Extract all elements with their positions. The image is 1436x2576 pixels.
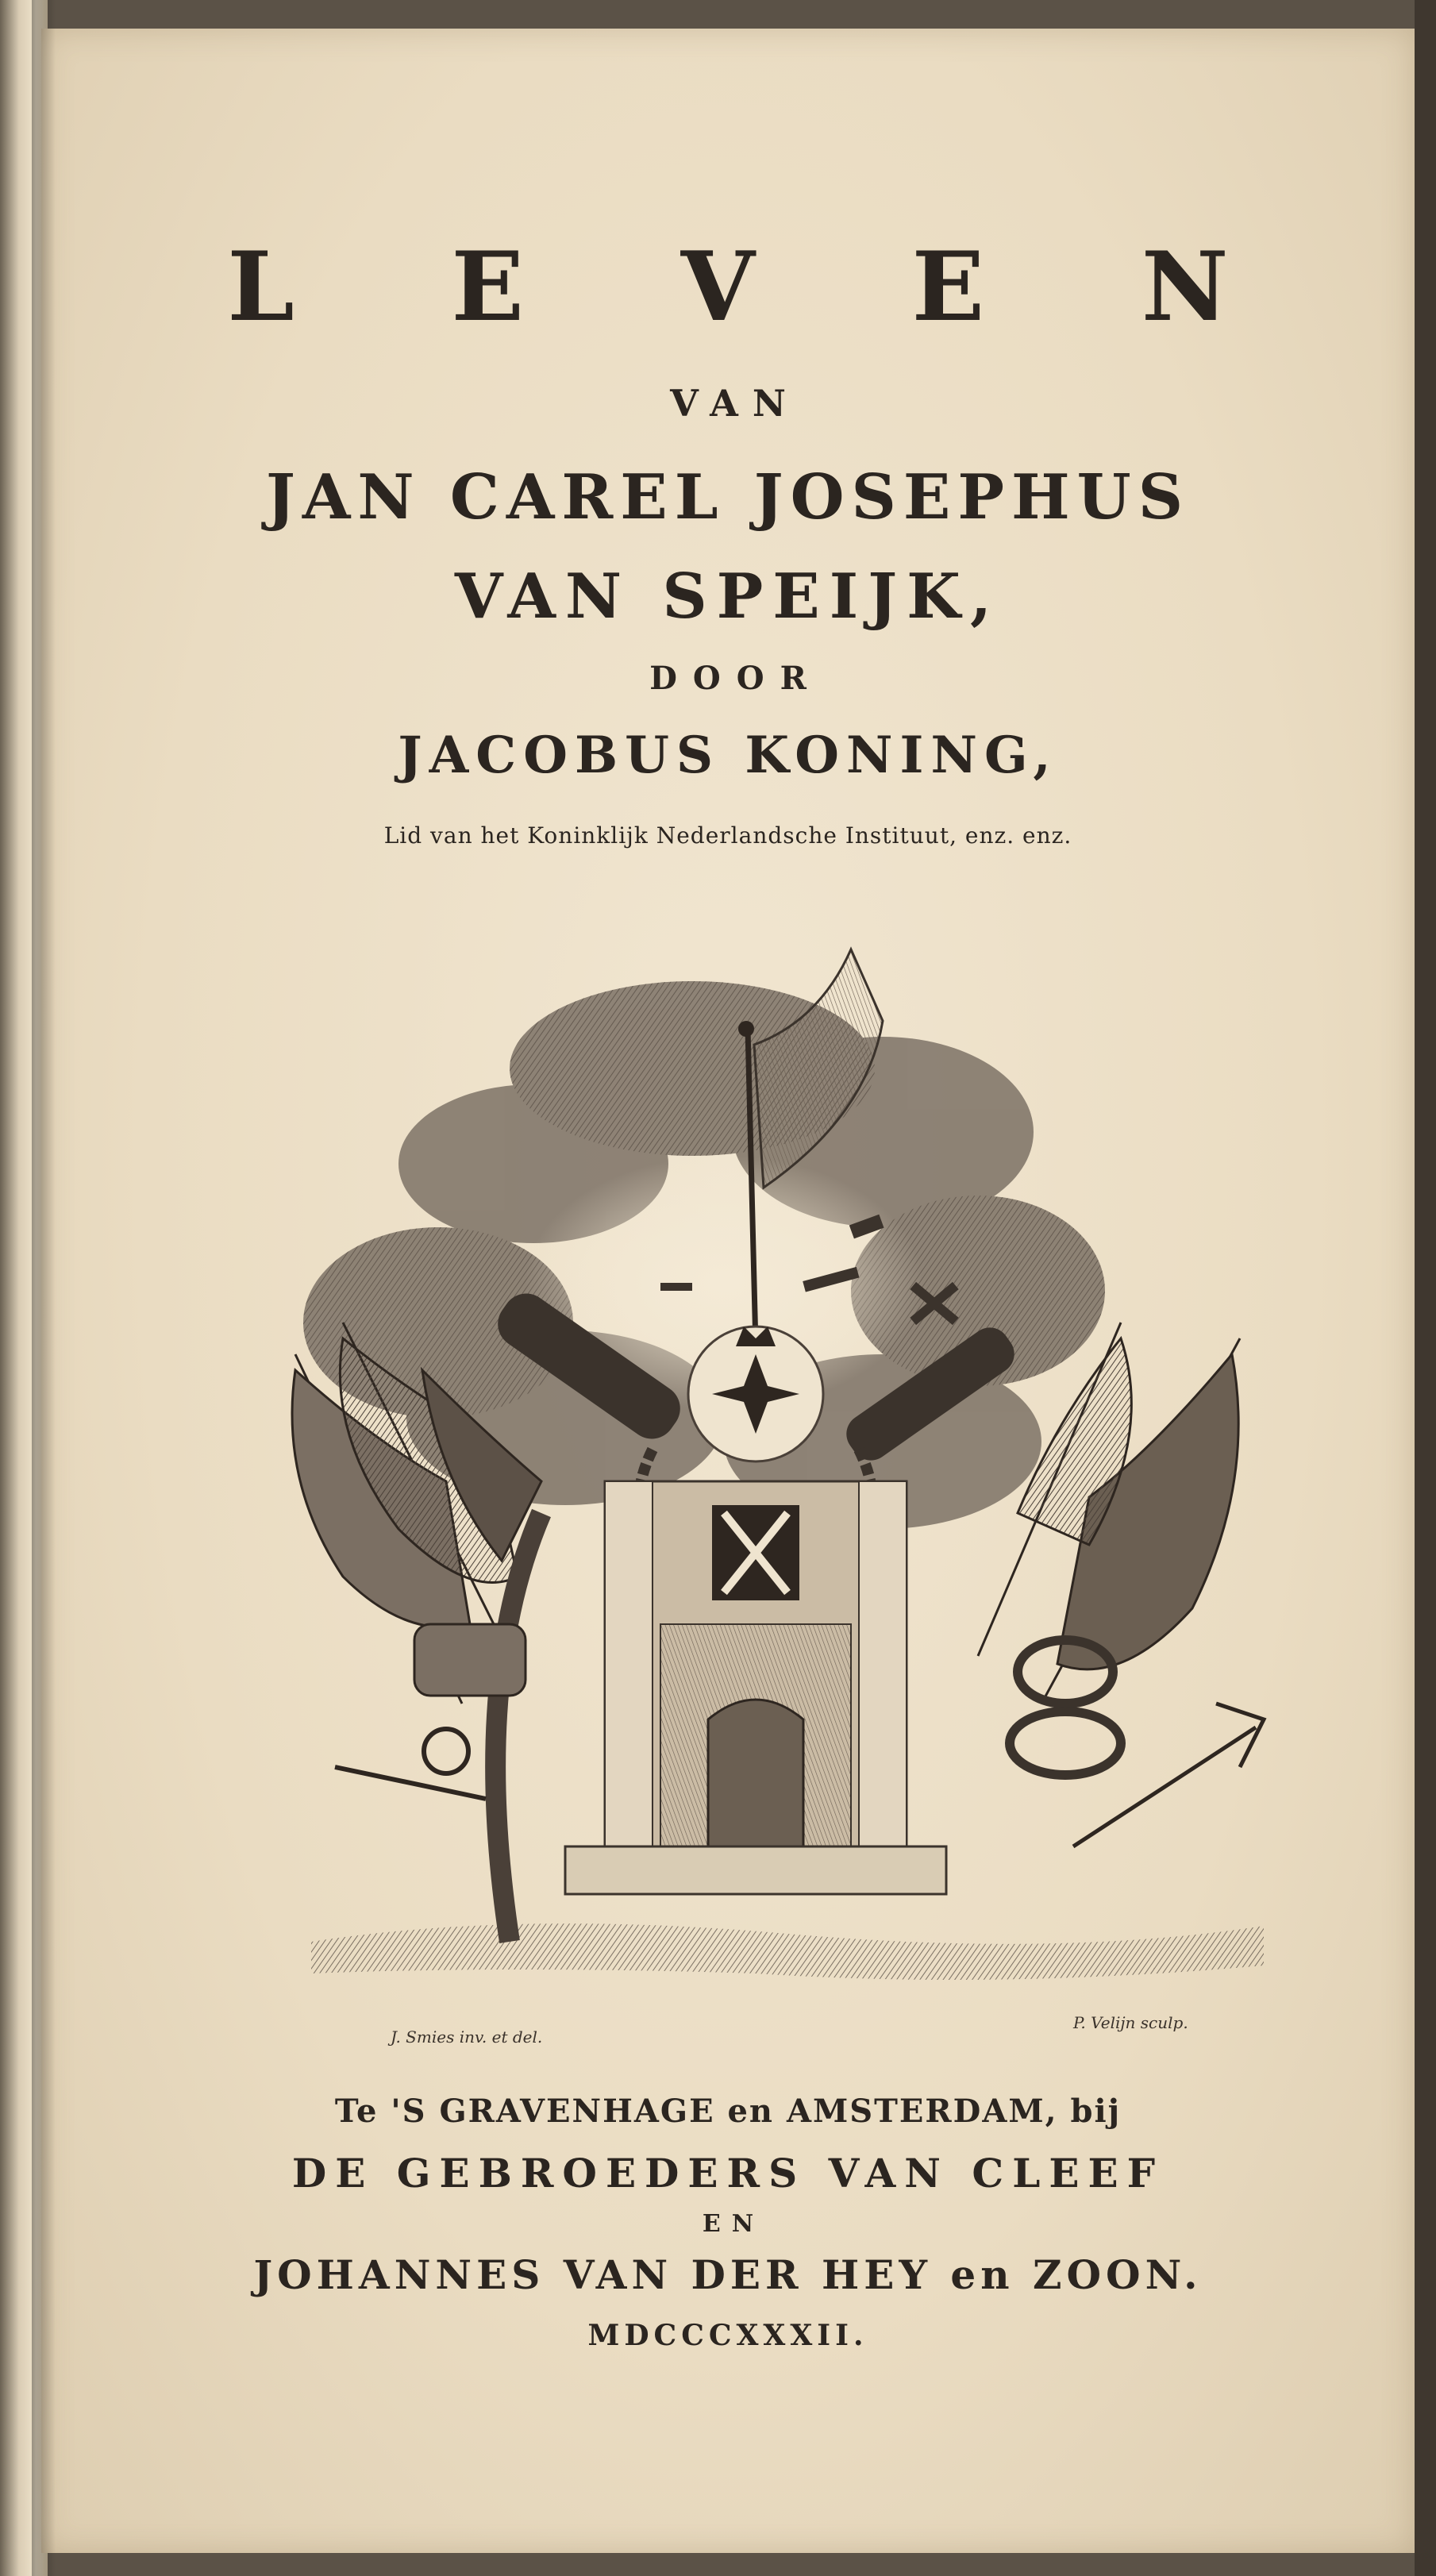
subject-name-line-2: VAN SPEIJK, bbox=[454, 560, 1002, 633]
inventor-credit: J. Smies inv. et del. bbox=[391, 2027, 543, 2047]
author-name: JACOBUS KONING, bbox=[398, 726, 1058, 785]
author-affiliation: Lid van het Koninklijk Nederlandsche Instituut, enz. enz. bbox=[383, 822, 1072, 849]
anchor-icon bbox=[335, 1729, 486, 1799]
imprint-publisher-2: JOHANNES VAN DER HEY en ZOON. bbox=[253, 2251, 1203, 2298]
ground bbox=[311, 1923, 1264, 1980]
imprint-conjunction: EN bbox=[702, 2210, 765, 2238]
frontispiece-engraving bbox=[279, 926, 1295, 2053]
title-connector-van: VAN bbox=[670, 382, 800, 425]
monument-door bbox=[708, 1700, 803, 1846]
monument-base bbox=[565, 1846, 946, 1894]
subject-name-line-1: JAN CAREL JOSEPHUS bbox=[265, 461, 1191, 533]
trident-icon bbox=[1073, 1704, 1264, 1846]
drum bbox=[414, 1624, 526, 1696]
title-connector-door: DOOR bbox=[649, 660, 822, 697]
imprint-place: Te 'S GRAVENHAGE en AMSTERDAM, bij bbox=[334, 2093, 1122, 2130]
book-title: L E V E N bbox=[227, 231, 1291, 343]
book-cover-edge bbox=[1415, 0, 1436, 2576]
monument bbox=[565, 1481, 946, 1894]
imprint-publisher-1: DE GEBROEDERS VAN CLEEF bbox=[291, 2150, 1165, 2197]
spine-shadow bbox=[32, 0, 56, 2576]
imprint-year: MDCCCXXXII. bbox=[587, 2319, 868, 2352]
engraver-credit: P. Velijn sculp. bbox=[1073, 2013, 1188, 2032]
title-page bbox=[41, 29, 1415, 2553]
